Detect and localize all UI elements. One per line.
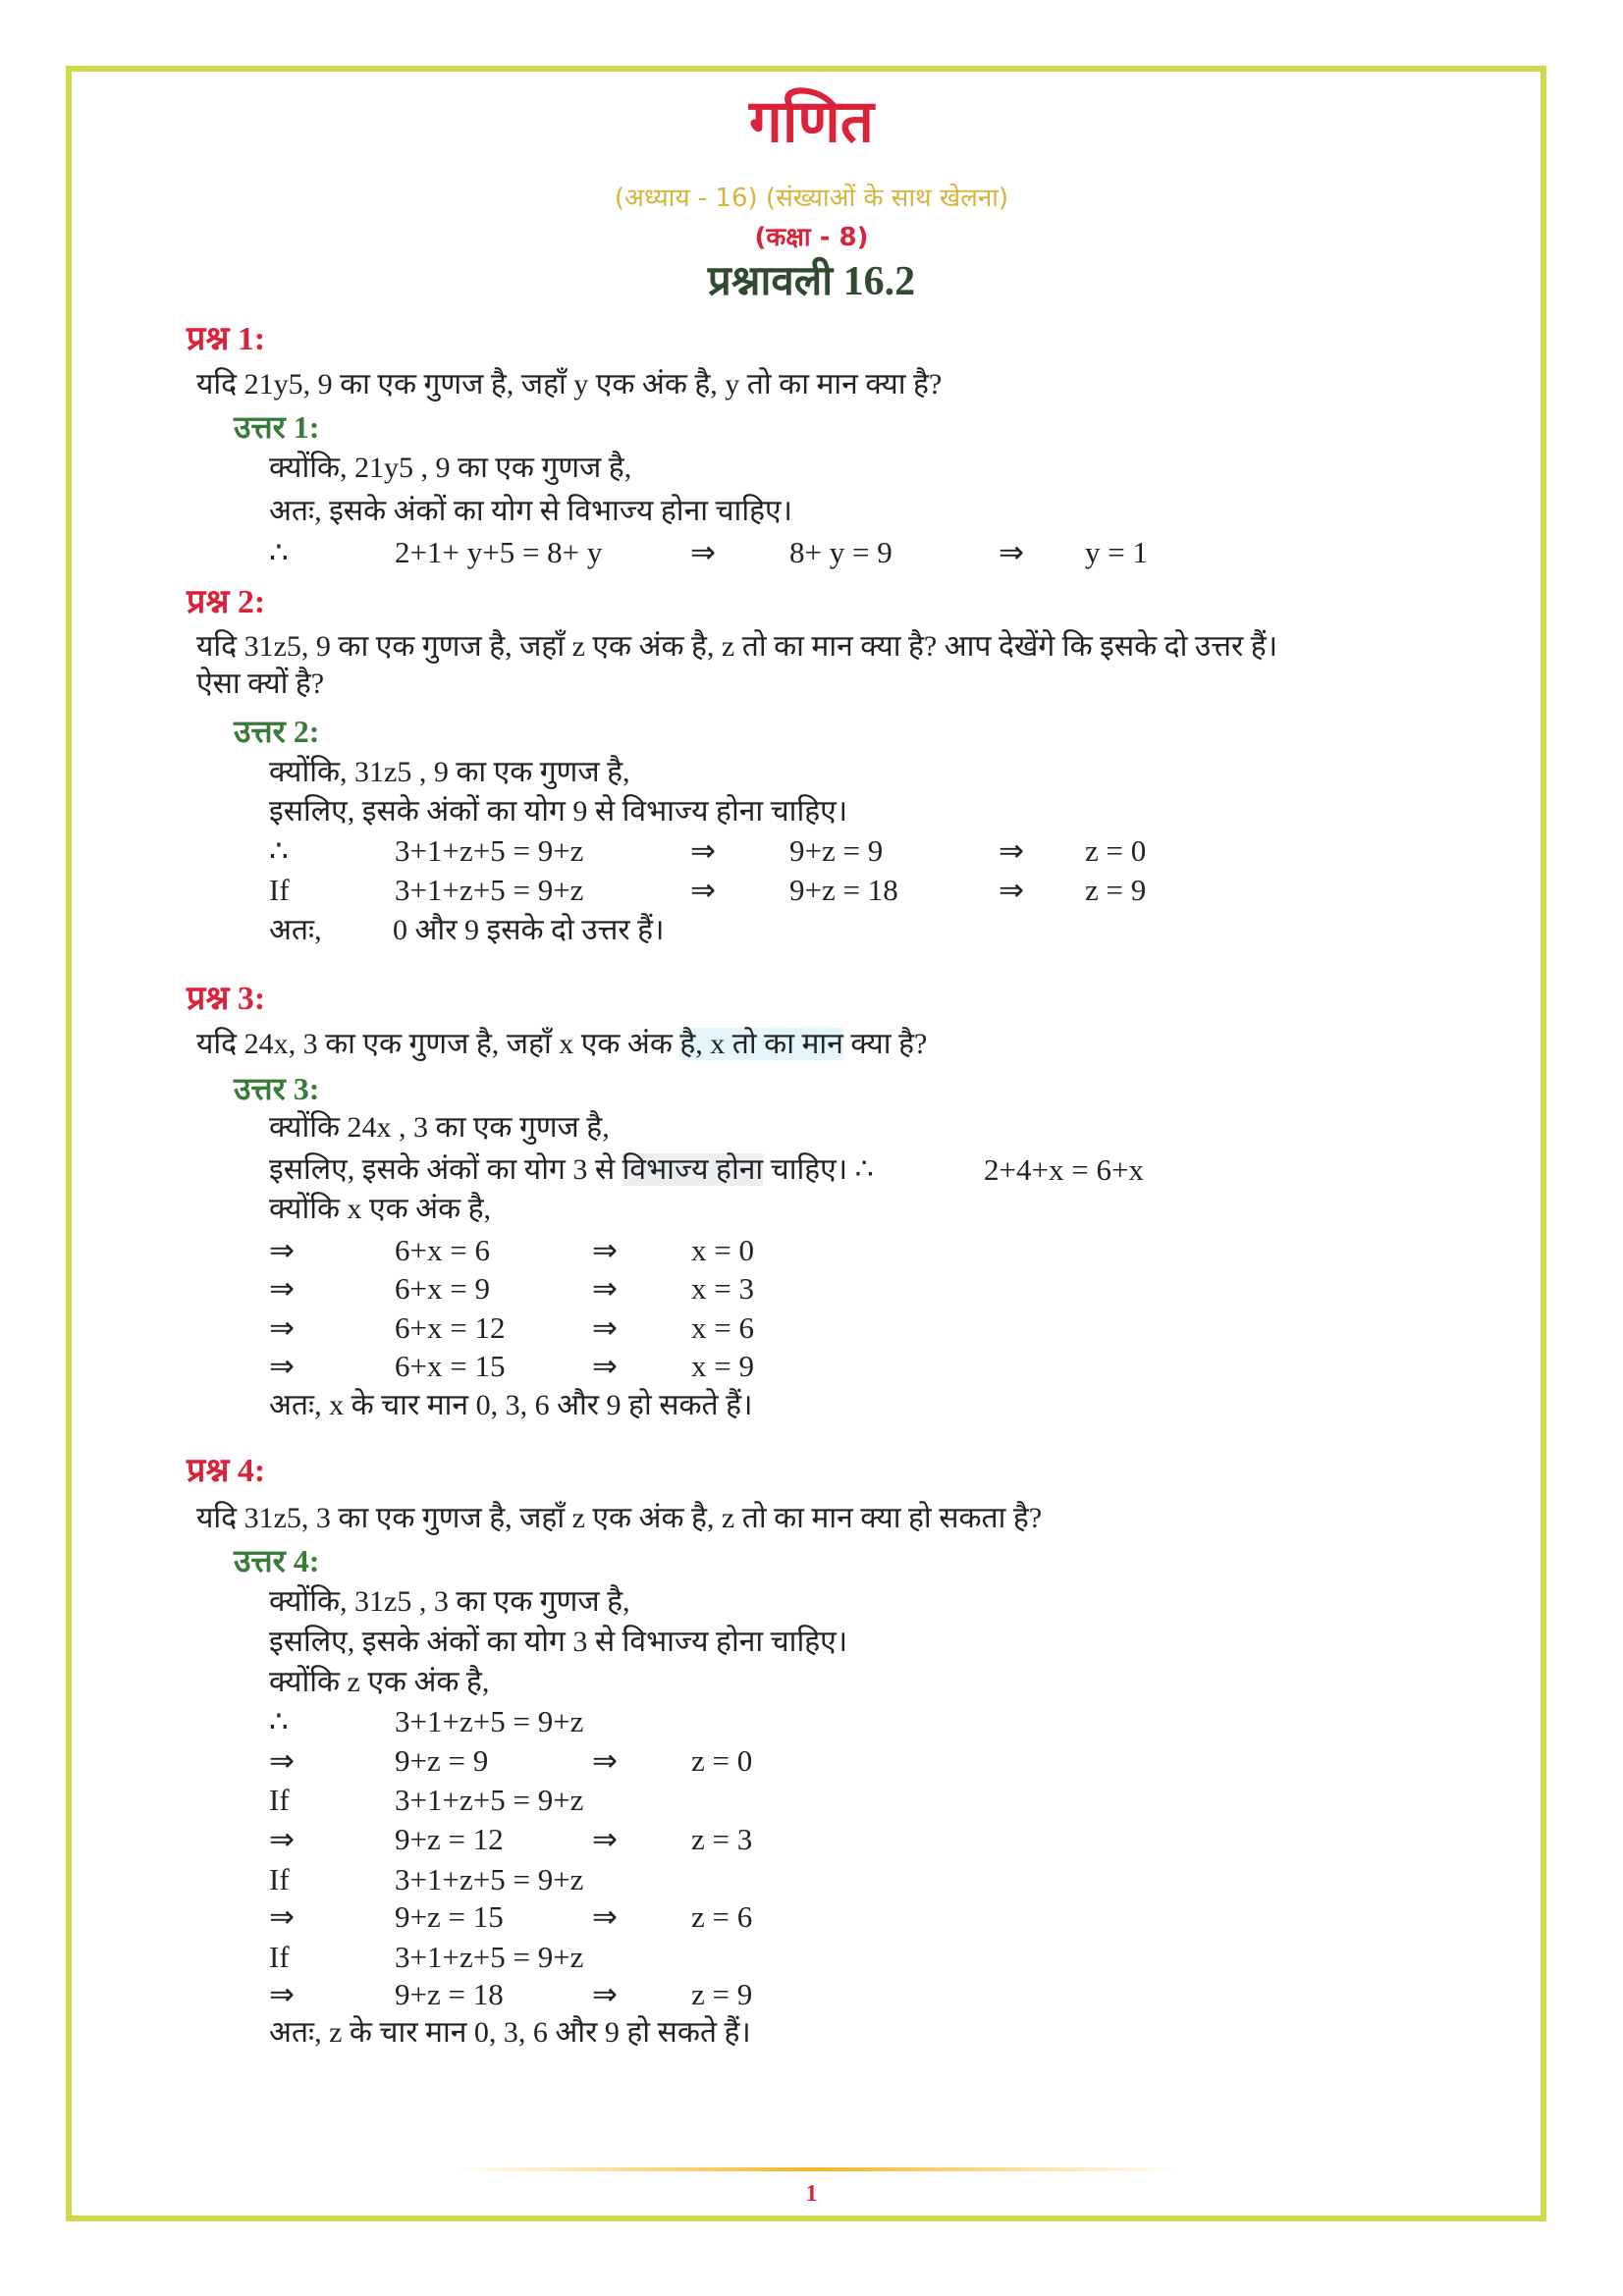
answer-2-line: इसलिए, इसके अंकों का योग 9 से विभाज्य होना चाहिए। — [269, 795, 848, 828]
math-expression: 9+z = 12 — [395, 1822, 504, 1856]
implies-symbol: ⇒ — [269, 1233, 295, 1267]
text: क्या है? — [842, 1028, 928, 1060]
answer-1-line: क्योंकि, 21y5 , 9 का एक गुणज है, — [269, 452, 632, 484]
implies-symbol: ⇒ — [269, 1310, 295, 1345]
question-1-text: यदि 21y5, 9 का एक गुणज है, जहाँ y एक अंक है, y तो का मान क्या है? — [196, 368, 943, 400]
question-2-heading: प्रश्न 2: — [187, 584, 266, 620]
math-result: y = 1 — [1085, 535, 1148, 569]
implies-symbol: ⇒ — [592, 1233, 618, 1267]
implies-symbol: ⇒ — [269, 1899, 295, 1934]
math-expression: 6+x = 12 — [395, 1310, 506, 1345]
highlighted-text: विभाज्य होना — [622, 1153, 764, 1186]
math-expression: 8+ y = 9 — [789, 535, 893, 569]
implies-symbol: ⇒ — [269, 1271, 295, 1306]
math-result: z = 9 — [1085, 873, 1147, 907]
implies-symbol: ⇒ — [592, 1822, 618, 1856]
answer-3-line — [269, 1150, 874, 1190]
math-expression: 3+1+z+5 = 9+z — [395, 1862, 584, 1896]
implies-symbol: ⇒ — [999, 833, 1024, 868]
math-result: x = 0 — [691, 1233, 754, 1267]
math-expression: 3+1+z+5 = 9+z — [395, 833, 584, 868]
math-result: z = 0 — [1085, 833, 1147, 868]
answer-4-line: क्योंकि z एक अंक है, — [269, 1666, 490, 1698]
math-symbol: ∴ — [269, 535, 289, 569]
implies-symbol: ⇒ — [269, 1743, 295, 1778]
exercise-title: प्रश्नावली 16.2 — [707, 259, 916, 304]
answer-3-line: क्योंकि x एक अंक है, — [269, 1193, 492, 1225]
math-symbol: If — [269, 1783, 290, 1817]
math-symbol: If — [269, 873, 290, 907]
math-expression: 2+1+ y+5 = 8+ y — [395, 535, 603, 569]
math-expression: 9+z = 18 — [395, 1977, 504, 2011]
math-expression: 3+1+z+5 = 9+z — [395, 1940, 584, 1974]
question-2-text: यदि 31z5, 9 का एक गुणज है, जहाँ z एक अंक है, z तो का मान क्या है? आप देखेंगे कि इसके दो उत्तर हैं। — [196, 630, 1278, 663]
implies-symbol: ⇒ — [592, 1271, 618, 1306]
math-expression: 3+1+z+5 = 9+z — [395, 873, 584, 907]
math-result: x = 6 — [691, 1310, 754, 1345]
math-expression: 9+z = 18 — [789, 873, 898, 907]
answer-4-line: इसलिए, इसके अंकों का योग 3 से विभाज्य होना चाहिए। — [269, 1626, 848, 1658]
implies-symbol: ⇒ — [999, 535, 1024, 569]
highlighted-text: है, x तो का मान — [679, 1028, 843, 1060]
math-result: z = 0 — [691, 1743, 753, 1778]
math-result: z = 9 — [691, 1977, 753, 2011]
text: यदि 24x, 3 का एक गुणज है, जहाँ x एक अंक — [196, 1028, 680, 1060]
answer-1-line: अतः, इसके अंकों का योग से विभाज्य होना चाहिए। — [269, 495, 792, 527]
answer-3-conclusion: अतः, x के चार मान 0, 3, 6 और 9 हो सकते हैं। — [269, 1389, 753, 1421]
question-4-heading: प्रश्न 4: — [187, 1453, 266, 1489]
question-3-heading: प्रश्न 3: — [187, 981, 266, 1017]
implies-symbol: ⇒ — [592, 1349, 618, 1383]
answer-3-heading: उत्तर 3: — [234, 1071, 320, 1106]
class-label: (कक्षा - 8) — [754, 223, 869, 252]
page-number: 1 — [805, 2181, 818, 2207]
math-symbol: ∴ — [269, 1704, 289, 1738]
answer-4-line: क्योंकि, 31z5 , 3 का एक गुणज है, — [269, 1585, 630, 1618]
conclusion-text: 0 और 9 इसके दो उत्तर हैं। — [393, 914, 665, 946]
question-2-text: ऐसा क्यों है? — [196, 667, 325, 700]
implies-symbol: ⇒ — [690, 833, 716, 868]
math-symbol: If — [269, 1940, 290, 1974]
math-symbol: If — [269, 1862, 290, 1896]
math-result: x = 3 — [691, 1271, 754, 1306]
math-expression: 2+4+x = 6+x — [984, 1152, 1144, 1187]
implies-symbol: ⇒ — [592, 1977, 618, 2011]
answer-4-conclusion: अतः, z के चार मान 0, 3, 6 और 9 हो सकते हैं। — [269, 2016, 751, 2049]
implies-symbol: ⇒ — [592, 1310, 618, 1345]
question-4-text: यदि 31z5, 3 का एक गुणज है, जहाँ z एक अंक है, z तो का मान क्या हो सकता है? — [196, 1502, 1043, 1534]
conclusion-label: अतः, — [269, 914, 322, 946]
implies-symbol: ⇒ — [690, 873, 716, 907]
text: चाहिए। ∴ — [763, 1153, 874, 1186]
answer-4-heading: उत्तर 4: — [234, 1543, 320, 1578]
footer-divider — [452, 2167, 1178, 2171]
math-expression: 9+z = 9 — [395, 1743, 489, 1778]
implies-symbol: ⇒ — [999, 873, 1024, 907]
answer-3-line: क्योंकि 24x , 3 का एक गुणज है, — [269, 1111, 610, 1144]
math-expression: 3+1+z+5 = 9+z — [395, 1783, 584, 1817]
implies-symbol: ⇒ — [269, 1822, 295, 1856]
math-result: z = 3 — [691, 1822, 753, 1856]
implies-symbol: ⇒ — [269, 1977, 295, 2011]
math-symbol: ∴ — [269, 833, 289, 868]
implies-symbol: ⇒ — [592, 1899, 618, 1934]
math-expression: 6+x = 9 — [395, 1271, 490, 1306]
question-1-heading: प्रश्न 1: — [187, 321, 266, 357]
math-expression: 6+x = 15 — [395, 1349, 506, 1383]
question-3-text — [196, 1025, 927, 1064]
answer-1-heading: उत्तर 1: — [234, 409, 320, 445]
text: इसलिए, इसके अंकों का योग 3 से — [269, 1153, 622, 1186]
implies-symbol: ⇒ — [592, 1743, 618, 1778]
subject-title: गणित — [749, 87, 874, 156]
answer-2-line: क्योंकि, 31z5 , 9 का एक गुणज है, — [269, 756, 630, 788]
implies-symbol: ⇒ — [690, 535, 716, 569]
math-expression: 9+z = 9 — [789, 833, 884, 868]
math-result: x = 9 — [691, 1349, 754, 1383]
implies-symbol: ⇒ — [269, 1349, 295, 1383]
math-expression: 9+z = 15 — [395, 1899, 504, 1934]
math-expression: 6+x = 6 — [395, 1233, 490, 1267]
math-result: z = 6 — [691, 1899, 753, 1934]
math-expression: 3+1+z+5 = 9+z — [395, 1704, 584, 1738]
answer-2-heading: उत्तर 2: — [234, 714, 320, 749]
chapter-subtitle: (अध्याय - 16) (संख्याओं के साथ खेलना) — [614, 184, 1009, 213]
